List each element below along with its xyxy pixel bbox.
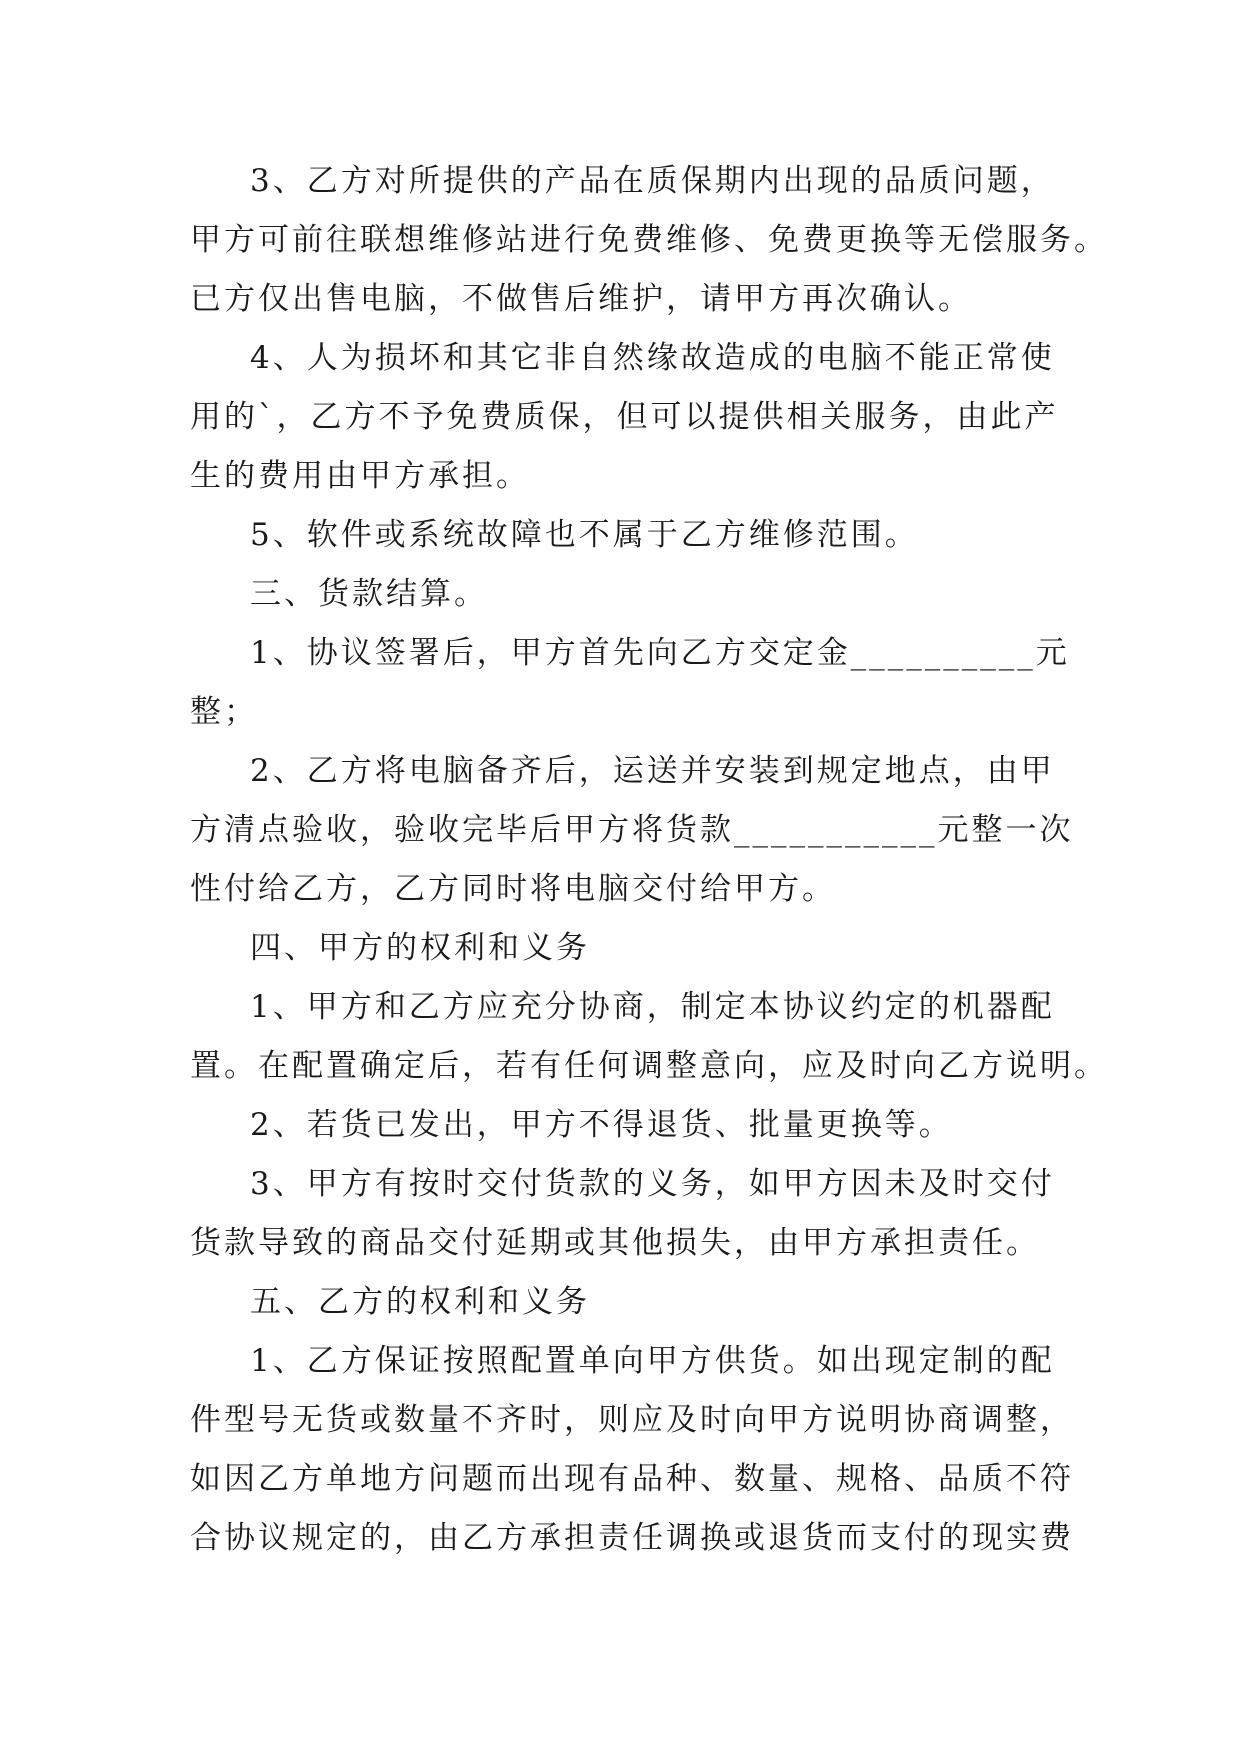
- text-line: 生的费用由甲方承担。: [190, 458, 530, 494]
- text-line: 4、人为损坏和其它非自然缘故造成的电脑不能正常使: [250, 340, 1055, 376]
- text-line: 如因乙方单地方问题而出现有品种、数量、规格、品质不符: [190, 1461, 1074, 1497]
- text-line: 方清点验收，验收完毕后甲方将货款___________元整一次: [190, 812, 1074, 848]
- text-line: 四、甲方的权利和义务: [250, 930, 590, 966]
- text-line: 1、甲方和乙方应充分协商，制定本协议约定的机器配: [250, 989, 1055, 1025]
- text-line: 2、乙方将电脑备齐后，运送并安装到规定地点，由甲: [250, 753, 1055, 789]
- text-line: 3、甲方有按时交付货款的义务，如甲方因未及时交付: [250, 1166, 1055, 1202]
- text-line: 置。在配置确定后，若有任何调整意向，应及时向乙方说明。: [190, 1048, 1108, 1084]
- text-line: 5、软件或系统故障也不属于乙方维修范围。: [250, 517, 919, 553]
- text-line: 五、乙方的权利和义务: [250, 1284, 590, 1320]
- text-line: 整；: [190, 694, 258, 730]
- text-line: 性付给乙方，乙方同时将电脑交付给甲方。: [190, 871, 836, 907]
- document-body: [190, 152, 1108, 1568]
- text-line: 三、货款结算。: [250, 576, 488, 612]
- text-line: 合协议规定的，由乙方承担责任调换或退货而支付的现实费: [190, 1520, 1074, 1556]
- text-line: 1、乙方保证按照配置单向甲方供货。如出现定制的配: [250, 1343, 1055, 1379]
- text-line: 货款导致的商品交付延期或其他损失，由甲方承担责任。: [190, 1225, 1040, 1261]
- text-line: 已方仅出售电脑，不做售后维护，请甲方再次确认。: [190, 281, 972, 317]
- text-line: 2、若货已发出，甲方不得退货、批量更换等。: [250, 1107, 953, 1143]
- text-line: 3、乙方对所提供的产品在质保期内出现的品质问题，: [250, 163, 1055, 199]
- text-line: 1、协议签署后，甲方首先向乙方交定金__________元: [250, 635, 1070, 671]
- text-line: 用的`，乙方不予免费质保，但可以提供相关服务，由此产: [190, 399, 1059, 435]
- text-line: 件型号无货或数量不齐时，则应及时向甲方说明协商调整，: [190, 1402, 1074, 1438]
- text-line: 甲方可前往联想维修站进行免费维修、免费更换等无偿服务。: [190, 222, 1108, 258]
